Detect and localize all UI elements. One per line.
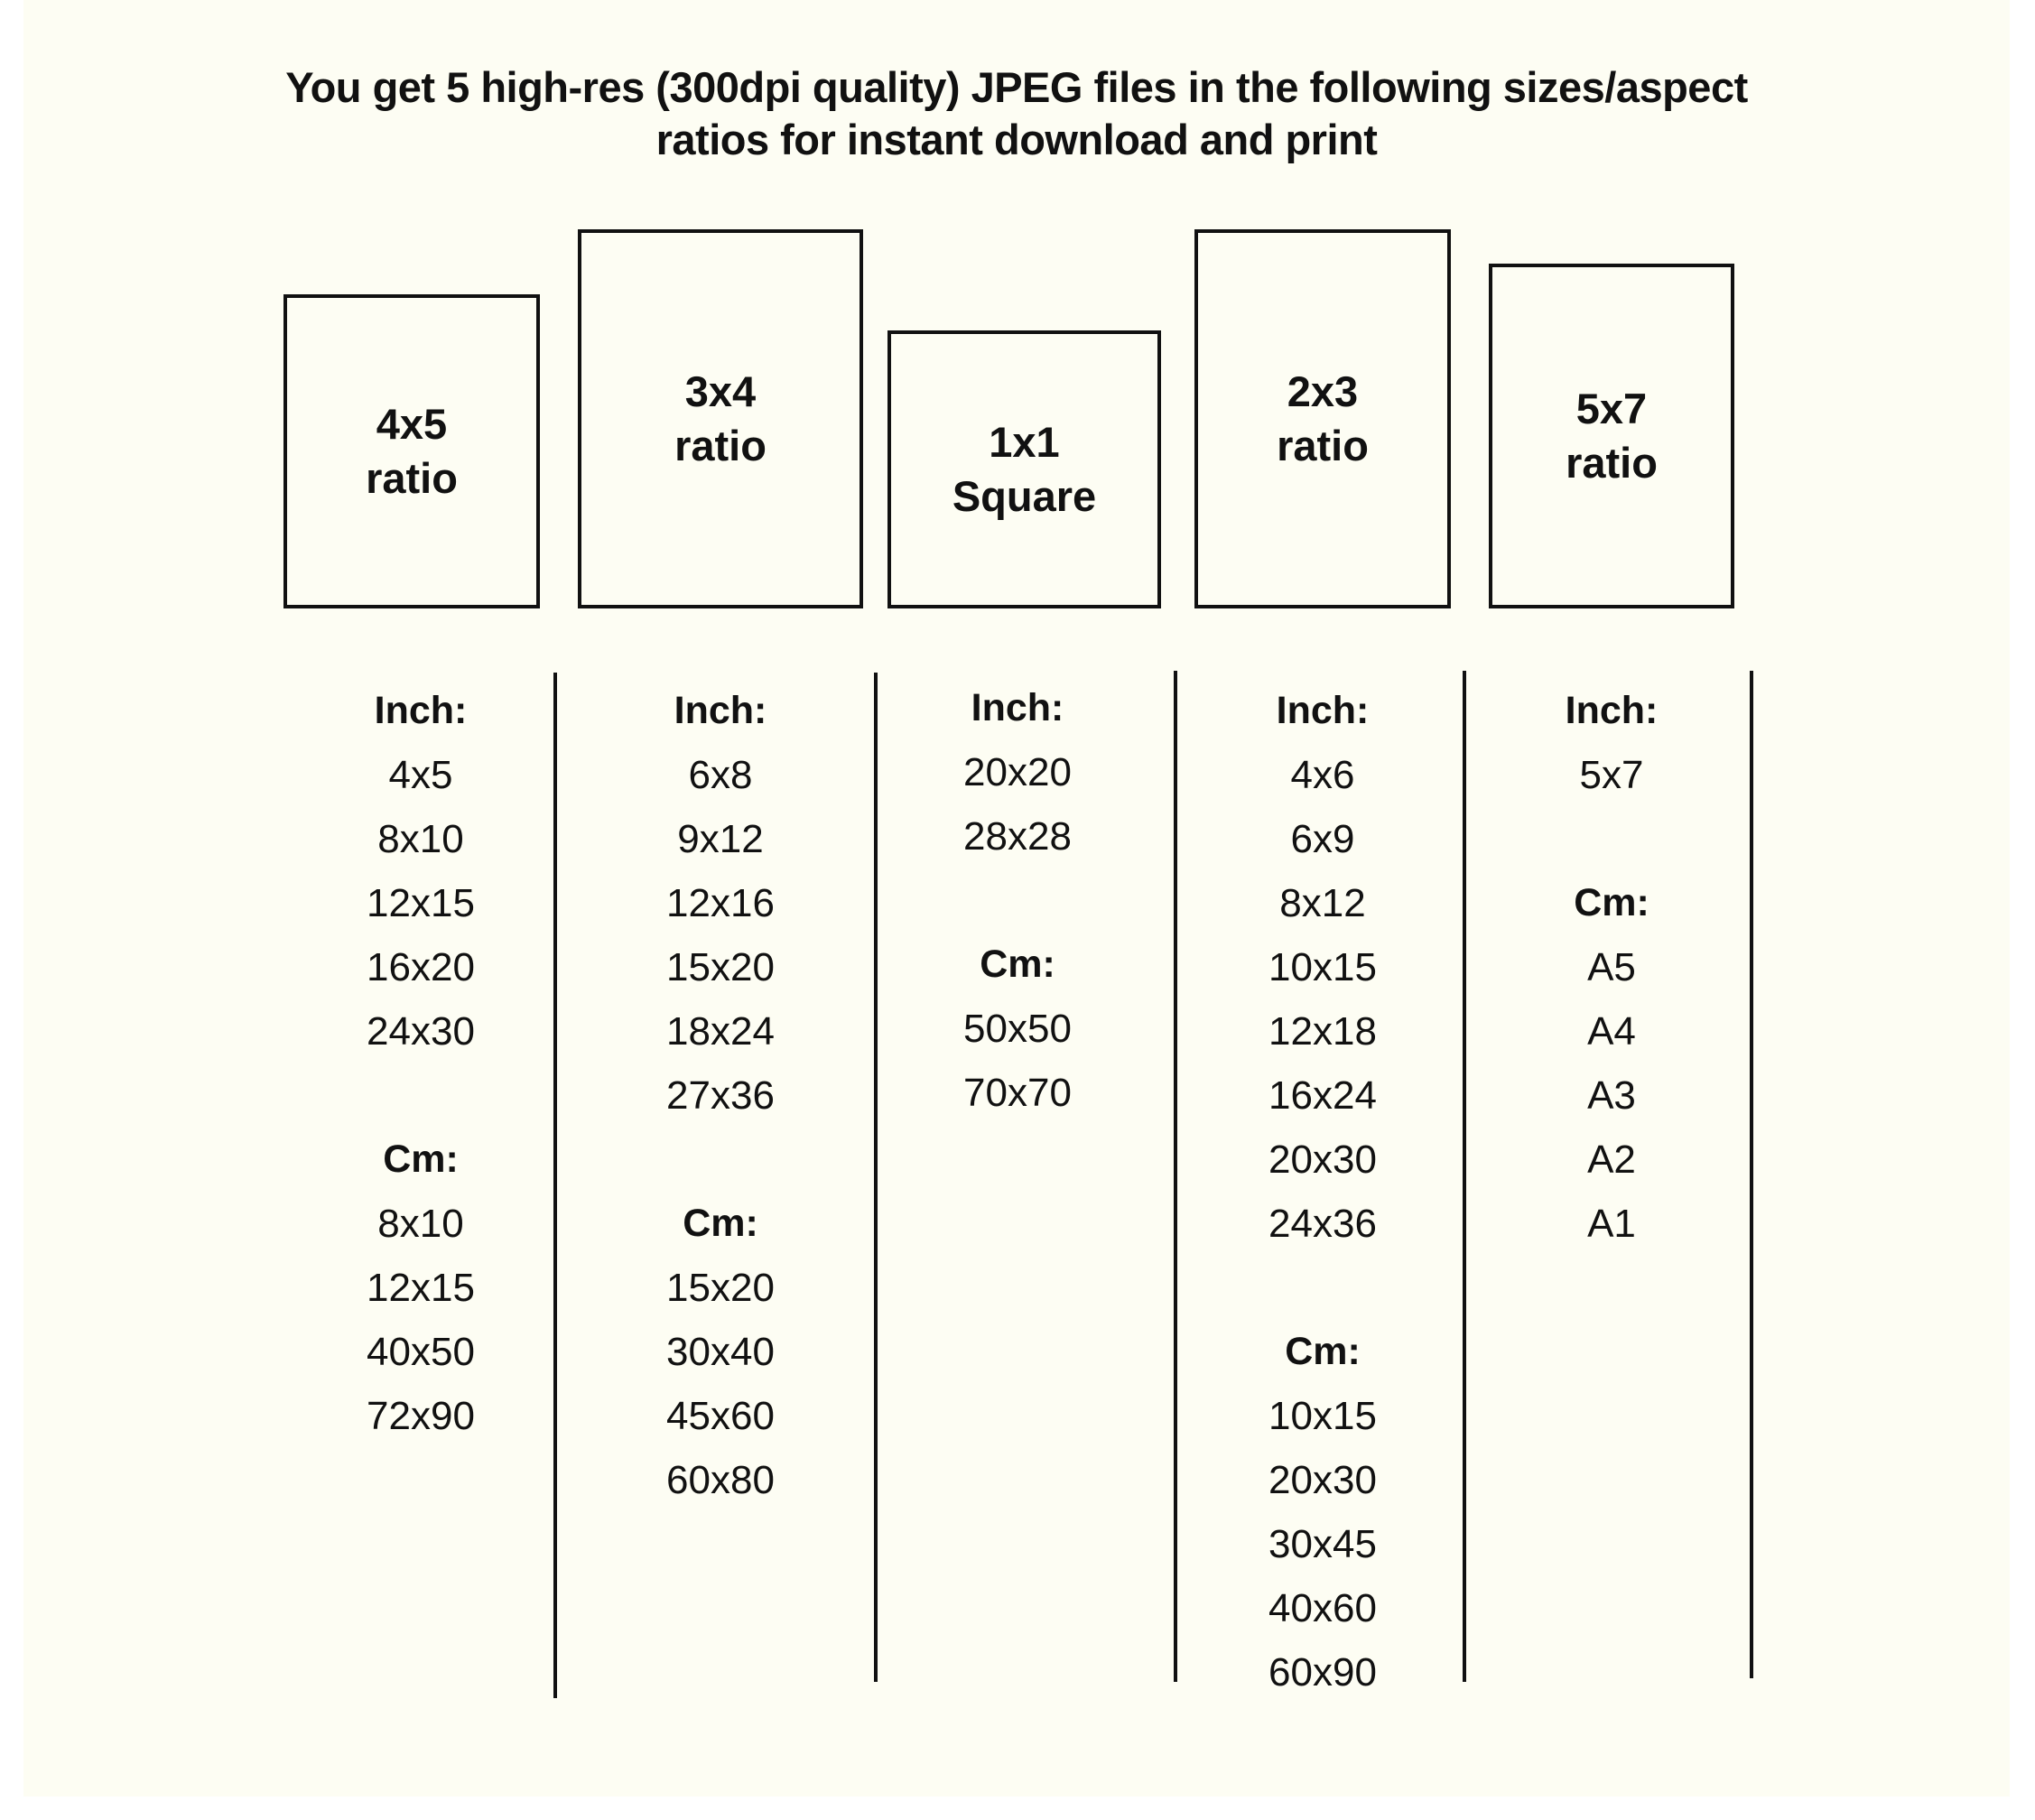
cm-size: A5 (1587, 945, 1636, 989)
frame-1x1-square (887, 330, 1161, 608)
column-divider (1463, 671, 1466, 1682)
inch-size: 8x12 (1279, 881, 1366, 925)
inch-size: 8x10 (377, 817, 464, 861)
section-gap (585, 1128, 856, 1192)
inch-size: 20x30 (1268, 1138, 1377, 1182)
inch-size: 24x30 (367, 1009, 475, 1054)
section-gap (285, 1063, 556, 1128)
inch-size: 5x7 (1579, 753, 1644, 797)
cm-heading: Cm: (383, 1138, 459, 1181)
sizes-column-4x5 (285, 679, 556, 1448)
print-size-sheet (23, 0, 2010, 1797)
inch-heading: Inch: (1276, 689, 1370, 732)
inch-heading: Inch: (971, 686, 1064, 729)
cm-size: 30x45 (1268, 1522, 1377, 1566)
inch-size: 24x36 (1268, 1202, 1377, 1246)
section-gap (1187, 1256, 1458, 1320)
frame-ratio-label: 3x4 (684, 367, 757, 415)
cm-heading: Cm: (980, 942, 1055, 986)
inch-size: 6x8 (688, 753, 753, 797)
column-divider (874, 673, 878, 1682)
cm-size: 70x70 (963, 1071, 1072, 1115)
sizes-column-3x4 (585, 679, 856, 1512)
cm-size: 45x60 (666, 1394, 775, 1438)
heading-line-1: You get 5 high-res (300dpi quality) JPEG files in the following sizes/aspect (285, 63, 1748, 111)
cm-size: 72x90 (367, 1394, 475, 1438)
inch-size: 16x24 (1268, 1073, 1377, 1118)
cm-size: 30x40 (666, 1330, 775, 1374)
inch-size: 18x24 (666, 1009, 775, 1054)
heading-line-2: ratios for instant download and print (655, 116, 1378, 163)
cm-size: 40x60 (1268, 1586, 1377, 1630)
cm-size: A1 (1587, 1202, 1636, 1246)
frame-2x3-ratio (1194, 229, 1451, 608)
page-heading (23, 61, 2010, 166)
inch-size: 4x5 (388, 753, 453, 797)
cm-size: A3 (1587, 1073, 1636, 1118)
frame-ratio-label: 5x7 (1575, 385, 1648, 432)
cm-heading: Cm: (1285, 1330, 1361, 1373)
inch-size: 28x28 (963, 814, 1072, 859)
inch-size: 10x15 (1268, 945, 1377, 989)
inch-size: 12x18 (1268, 1009, 1377, 1054)
frame-ratio-caption: ratio (674, 422, 767, 469)
inch-size: 16x20 (367, 945, 475, 989)
column-divider (1750, 671, 1753, 1678)
cm-size: 15x20 (666, 1266, 775, 1310)
column-divider (1174, 671, 1177, 1682)
sizes-column-1x1 (882, 676, 1153, 1125)
inch-size: 4x6 (1290, 753, 1355, 797)
cm-size: 10x15 (1268, 1394, 1377, 1438)
frame-ratio-label: 4x5 (376, 400, 448, 448)
frame-ratio-caption: ratio (366, 454, 458, 502)
frame-ratio-label: 2x3 (1287, 367, 1359, 415)
cm-size: 12x15 (367, 1266, 475, 1310)
frame-4x5-ratio (283, 294, 540, 608)
cm-size: A4 (1587, 1009, 1636, 1054)
frame-ratio-caption: ratio (1566, 439, 1658, 487)
frame-ratio-caption: Square (952, 472, 1097, 520)
cm-heading: Cm: (683, 1202, 758, 1245)
inch-size: 20x20 (963, 750, 1072, 794)
inch-heading: Inch: (1565, 689, 1659, 732)
sizes-column-2x3 (1187, 679, 1458, 1704)
sizes-column-5x7 (1476, 679, 1747, 1256)
inch-size: 15x20 (666, 945, 775, 989)
frame-ratio-label: 1x1 (989, 418, 1060, 466)
inch-heading: Inch: (674, 689, 767, 732)
inch-size: 12x15 (367, 881, 475, 925)
cm-heading: Cm: (1574, 881, 1649, 924)
inch-size: 6x9 (1290, 817, 1355, 861)
cm-size: 20x30 (1268, 1458, 1377, 1502)
section-gap (1476, 807, 1747, 871)
frame-ratio-caption: ratio (1277, 422, 1369, 469)
inch-heading: Inch: (374, 689, 468, 732)
cm-size: A2 (1587, 1138, 1636, 1182)
inch-size: 27x36 (666, 1073, 775, 1118)
section-gap (882, 868, 1153, 933)
cm-size: 50x50 (963, 1007, 1072, 1051)
frame-5x7-ratio (1489, 264, 1734, 608)
cm-size: 60x80 (666, 1458, 775, 1502)
inch-size: 12x16 (666, 881, 775, 925)
cm-size: 60x90 (1268, 1650, 1377, 1695)
frame-3x4-ratio (578, 229, 863, 608)
cm-size: 8x10 (377, 1202, 464, 1246)
cm-size: 40x50 (367, 1330, 475, 1374)
inch-size: 9x12 (677, 817, 764, 861)
